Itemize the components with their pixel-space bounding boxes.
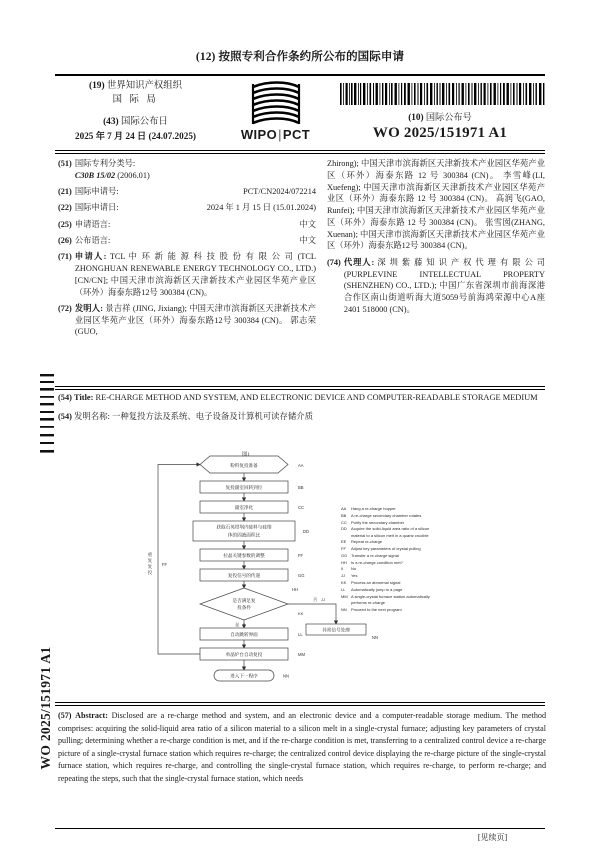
field-25-num: (25) bbox=[58, 219, 72, 229]
abstract-num-57: (57) bbox=[58, 711, 72, 720]
wipo-globe-icon bbox=[247, 80, 305, 126]
field-72-label: 发明人: bbox=[74, 303, 103, 313]
abstract-label: Abstract: bbox=[75, 711, 108, 720]
flow-node-HH-label2: 投条件 bbox=[237, 605, 251, 610]
title-chinese-row bbox=[58, 411, 546, 423]
field-51-label: 国际专利分类号: bbox=[74, 159, 136, 168]
legend-text: Adjust key parameters of crystal pulling bbox=[351, 546, 421, 552]
divider-abstract-top-2 bbox=[55, 705, 545, 706]
legend-text: Acquire the solid-liquid area ratio of a silicon material to a silicon melt in a quartz crucible bbox=[351, 526, 430, 538]
org-num-19: (19) bbox=[89, 81, 105, 91]
flow-node-LL-label: 自动跳转界面 bbox=[230, 632, 258, 637]
field-72-inventors bbox=[58, 303, 316, 338]
org-name-line2: 国 际 局 bbox=[112, 94, 159, 105]
legend-key: JJ bbox=[341, 573, 345, 579]
flow-key-KK: KK bbox=[298, 611, 304, 616]
legend-item bbox=[341, 566, 441, 572]
legend-text: No bbox=[351, 566, 357, 572]
wipo-wordmark bbox=[228, 127, 323, 142]
wipo-separator: | bbox=[278, 127, 282, 142]
field-26-label: 公布语言: bbox=[74, 235, 111, 245]
legend-item bbox=[341, 587, 441, 593]
legend-item bbox=[341, 573, 441, 579]
flow-node-AA-label: 粉料复投准备 bbox=[230, 463, 258, 468]
flow-node-GG-label: 复投信号的传递 bbox=[227, 573, 261, 578]
abstract-block bbox=[58, 710, 546, 785]
pubno-label: 国际公布号 bbox=[425, 112, 472, 122]
field-71-num: (71) bbox=[58, 252, 72, 262]
flow-node-MM-label: 单晶炉台自动复投 bbox=[225, 652, 263, 657]
flow-node-EE-label: 拉晶关键参数的调整 bbox=[223, 553, 265, 558]
legend-text: Is a re-charge condition met? bbox=[351, 559, 403, 565]
biblio-right-column bbox=[327, 158, 545, 320]
side-publication-number: WO 2025/151971 A1 bbox=[38, 646, 53, 770]
flow-key-AA: AA bbox=[298, 463, 304, 468]
kind-line-text: 按照专利合作条约所公布的国际申请 bbox=[218, 51, 405, 63]
field-51-ipc bbox=[58, 158, 316, 182]
flow-key-CC: CC bbox=[298, 505, 305, 510]
flow-key-MM: MM bbox=[298, 652, 305, 657]
legend-item bbox=[341, 520, 441, 526]
field-71-label: 申请人: bbox=[74, 252, 107, 262]
divider-title-top-2 bbox=[55, 389, 545, 390]
title-num-54-cn: (54) bbox=[58, 411, 72, 421]
field-72-continued-value: Zhirong); 中国天津市滨海新区天津新技术产业园区华苑产业区（环外）海泰东路 12 号 300384 (CN)。 李雪峰(LI, Xuefeng); 中国天津市滨海新区天津新技术产业园区华苑产业区（环外）海泰东路 12 号 300384 (CN)。 高润飞(GAO, Runfei); 中国天津市滨海新区天津新技术产业园区华苑产业区（环外）海泰东路 12 号 300384 (CN)。 张雪囡(ZHANG, Xuenan); 中国天津市滨海新区天津新技术产业园区华苑产业区（环外）海泰东路12号 300384 (CN)。 bbox=[327, 159, 545, 251]
flow-node-HH-label: 是否满足复 bbox=[232, 598, 256, 603]
field-21-value: PCT/CN2024/072214 bbox=[243, 187, 316, 197]
divider-abstract-top-1 bbox=[55, 702, 545, 703]
legend-text: A single-crystal furnace station automatically performs re-charge bbox=[351, 593, 430, 605]
flow-key-II: II bbox=[243, 622, 246, 627]
divider-biblio-top-1 bbox=[55, 150, 545, 151]
flow-node-NN-label: 进入下一程序 bbox=[230, 673, 258, 679]
flow-key-NN-pointer: NN bbox=[372, 635, 379, 640]
title-block bbox=[58, 392, 546, 430]
legend-text: Transfer a re-charge signal bbox=[351, 552, 399, 558]
wipo-text: WIPO bbox=[240, 127, 278, 142]
legend-item bbox=[341, 506, 441, 512]
title-text-cn: 一种复投方法及系统、电子设备及计算机可读存储介质 bbox=[111, 411, 313, 421]
field-74-agent bbox=[327, 257, 545, 316]
field-25-value: 中文 bbox=[299, 219, 316, 229]
flow-node-HH bbox=[200, 588, 288, 620]
legend-key: DD bbox=[341, 526, 347, 532]
legend-key: BB bbox=[341, 512, 347, 518]
pubdate-num-43: (43) bbox=[103, 117, 119, 128]
field-26-value: 中文 bbox=[299, 235, 316, 245]
field-21-num: (21) bbox=[58, 187, 72, 197]
issuing-office-block bbox=[58, 80, 213, 143]
field-22-appdate bbox=[58, 202, 316, 214]
flow-node-DD-label2: 体的固液面积比 bbox=[227, 532, 261, 538]
pubno-num-10: (10) bbox=[408, 112, 424, 122]
abstract-text: Disclosed are a re-charge method and system, and an electronic device and a computer-readable storage medium. The method comprises: acquiring the solid-liquid area ratio of a silicon material to a silicon melt in a single-crystal furnace; adjusting key parameters of crystal pulling; determining whether a re-charge condition is met, and if the re-charge condition is met, transferring to a centralized control device a re-charge picture of a single-crystal furnace station which requires re-charge; the centralized control device displaying the re-charge picture of the single-crystal furnace station, which requires re-charge, and controlling the single-crystal furnace station, which requires re-charge, to perform re-charge; and repeating the steps, such that the single-crystal furnace station, which needs bbox=[58, 711, 547, 783]
legend-key: GG bbox=[341, 552, 348, 558]
divider-biblio-top-2 bbox=[55, 153, 545, 154]
legend-key: CC bbox=[341, 519, 347, 525]
divider-bottom bbox=[55, 828, 545, 829]
pubdate-label: 国际公布日 bbox=[121, 117, 168, 128]
legend-key: AA bbox=[341, 506, 347, 511]
flow-node-DD-label: 获取石英坩埚内硅料与硅熔 bbox=[216, 524, 272, 530]
field-25-label: 申请语言: bbox=[74, 219, 111, 229]
legend-item bbox=[341, 594, 441, 606]
legend-key: II bbox=[341, 566, 344, 572]
flow-key-LL: LL bbox=[298, 632, 303, 637]
field-71-applicant bbox=[58, 251, 316, 298]
legend-text: A re-charge secondary chamber rotates bbox=[351, 512, 422, 518]
flow-key-DD: DD bbox=[303, 529, 310, 534]
field-51-value: C30B 15/02 bbox=[74, 170, 116, 180]
title-label-en: Title: bbox=[74, 393, 94, 402]
legend-item bbox=[341, 526, 441, 538]
legend-item bbox=[341, 539, 441, 545]
legend-key: MM bbox=[341, 593, 348, 599]
flow-node-KK-label: 异常信号处理 bbox=[322, 627, 350, 633]
flow-node-CC-label: 副室净化 bbox=[234, 505, 254, 510]
title-num-54: (54) bbox=[58, 393, 72, 402]
legend-key: LL bbox=[341, 586, 346, 592]
figure-legend bbox=[341, 506, 441, 613]
title-text-en: RE-CHARGE METHOD AND SYSTEM, AND ELECTRONIC DEVICE AND COMPUTER-READABLE STORAGE MEDIUM bbox=[95, 393, 538, 402]
legend-text: Repeat re-charge bbox=[351, 539, 383, 545]
title-english-row bbox=[58, 392, 546, 404]
field-21-label: 国际申请号: bbox=[74, 187, 119, 197]
flow-edge-JJ-label: 否 bbox=[313, 597, 318, 602]
figure-label: 图1 bbox=[242, 452, 251, 458]
flow-key-GG: GG bbox=[298, 573, 305, 578]
legend-item bbox=[341, 553, 441, 559]
field-74-label: 代理人: bbox=[343, 257, 375, 267]
flow-key-FF: FF bbox=[162, 562, 168, 567]
flow-key-EE: FF bbox=[298, 553, 304, 558]
flow-key-BB: BB bbox=[298, 485, 304, 490]
legend-item bbox=[341, 580, 441, 586]
barcode bbox=[340, 83, 545, 105]
field-26-publication-language bbox=[58, 235, 316, 247]
flow-node-BB-label: 复投副室回转到位 bbox=[225, 485, 263, 490]
wipo-logo bbox=[228, 80, 323, 142]
field-51-value-suffix: (2006.01) bbox=[117, 170, 150, 180]
kind-code-12: (12) bbox=[195, 51, 216, 63]
publication-number-block bbox=[330, 109, 550, 142]
legend-item bbox=[341, 560, 441, 566]
legend-item bbox=[341, 513, 441, 519]
field-72-value: 景吉祥 (JING, Jixiang); 中国天津市滨海新区天津新技术产业园区华苑产业区（环外）海泰东路12号 300384 (CN)。 郭志荣(GUO, bbox=[74, 303, 316, 337]
legend-text: Proceed to the next program bbox=[351, 606, 402, 612]
title-label-cn: 发明名称: bbox=[74, 411, 110, 421]
divider-top bbox=[55, 74, 545, 76]
field-21-appno bbox=[58, 186, 316, 198]
field-72-num: (72) bbox=[58, 303, 72, 313]
publication-number-value: WO 2025/151971 A1 bbox=[372, 125, 508, 141]
legend-key: FF bbox=[341, 546, 346, 552]
legend-item bbox=[341, 546, 441, 552]
legend-text: Hang a re-charge hopper bbox=[351, 506, 396, 511]
flow-key-JJ: JJ bbox=[321, 597, 325, 602]
field-22-num: (22) bbox=[58, 203, 72, 213]
field-71-value: TCL 中 环 新 能 源 科 技 股 份 有 限 公 司 (TCL ZHONGHUAN RENEWABLE ENERGY TECHNOLOGY CO., LTD.) [CN/CN]; 中国天津市滨海新区天津新技术产业园区华苑产业区（环外）海泰东路12号 300384 (CN)。 bbox=[74, 252, 317, 297]
legend-text: Yes bbox=[351, 573, 358, 579]
field-25-filing-language bbox=[58, 219, 316, 231]
publication-kind-line bbox=[0, 48, 600, 64]
org-name-line1: 世界知识产权组织 bbox=[106, 81, 182, 91]
legend-key: HH bbox=[341, 559, 347, 565]
flow-edge-II-label: 是 bbox=[235, 622, 240, 627]
field-26-num: (26) bbox=[58, 235, 72, 245]
pubdate-value: 2025 年 7 月 24 日 (24.07.2025) bbox=[75, 130, 196, 141]
legend-key: KK bbox=[341, 580, 347, 585]
pct-text: PCT bbox=[282, 127, 311, 142]
field-74-num: (74) bbox=[327, 257, 341, 267]
continued-note: [见续页] bbox=[477, 833, 508, 842]
flow-key-HH: HH bbox=[292, 587, 299, 592]
field-74-value: 深 圳 紫 藤 知 识 产 权 代 理 有 限 公 司 (PURPLEVINE INTELLECTUAL PROPERTY (SHENZHEN) CO., LTD.); 中国广东省深圳市前海深港合作区南山街道听海大道5059号前海鸿荣源中心A座2401 518000 (CN)。 bbox=[343, 257, 546, 314]
biblio-left-column bbox=[58, 158, 316, 343]
field-22-label: 国际申请日: bbox=[74, 203, 119, 213]
legend-text: Process an abnormal signal bbox=[351, 580, 401, 585]
field-22-value: 2024 年 1 月 15 日 (15.01.2024) bbox=[206, 203, 316, 213]
flow-key-NN: NN bbox=[283, 673, 290, 679]
divider-title-top-1 bbox=[55, 386, 545, 387]
legend-key: EE bbox=[341, 539, 347, 545]
flow-edge-FF-label: 重复复投 bbox=[147, 552, 153, 575]
field-51-num: (51) bbox=[58, 159, 72, 168]
legend-key: NN bbox=[341, 606, 347, 612]
legend-text: Purify the secondary chamber bbox=[351, 519, 405, 525]
legend-text: Automatically jump to a page bbox=[351, 586, 403, 592]
legend-item bbox=[341, 607, 441, 613]
field-72-inventors-continued bbox=[327, 158, 545, 252]
